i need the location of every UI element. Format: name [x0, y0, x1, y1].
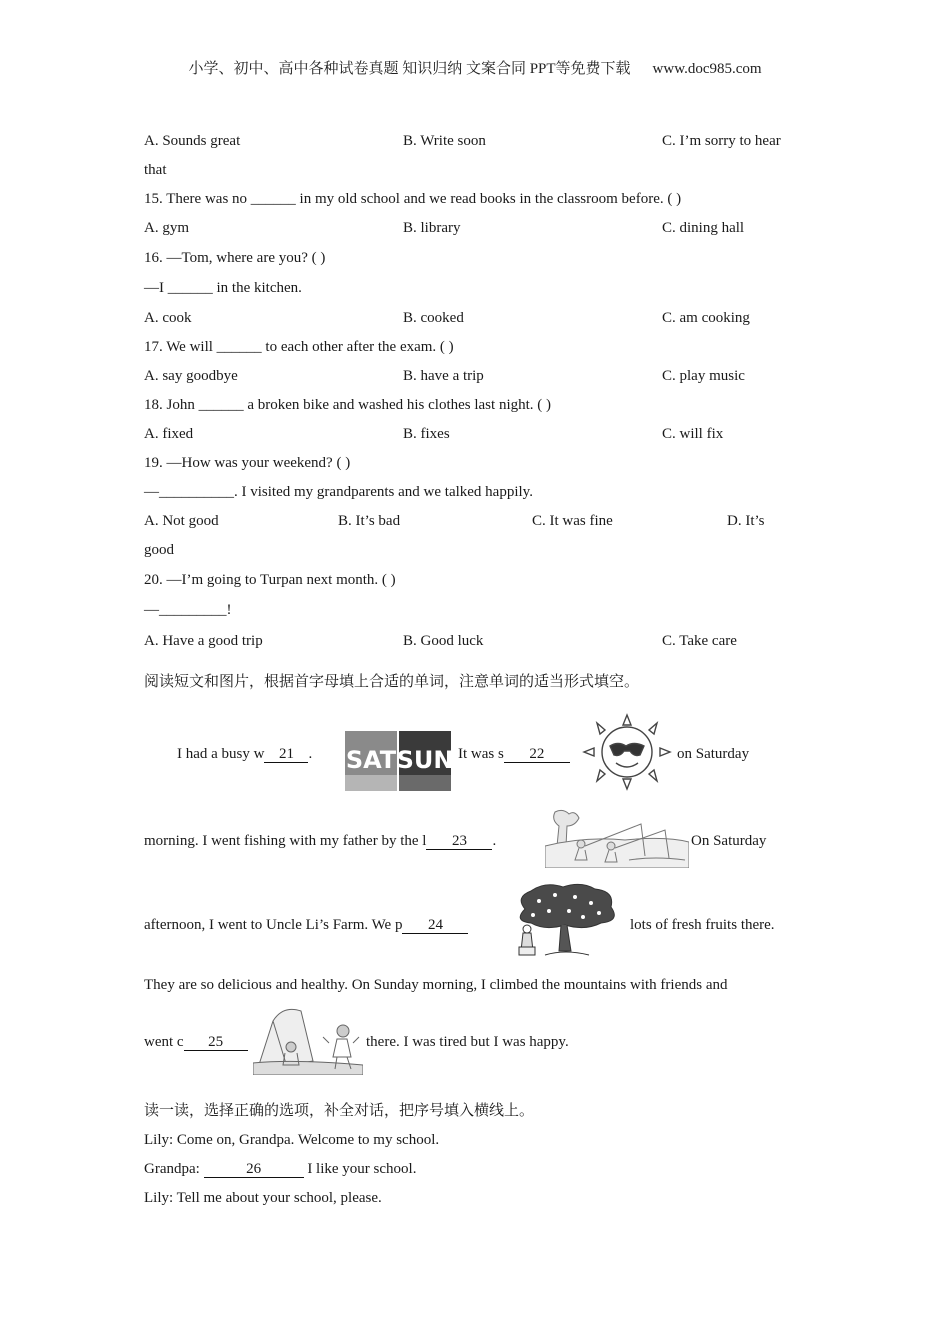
- q14-option-c: C. I’m sorry to hear: [662, 133, 781, 149]
- q20-option-c: C. Take care: [662, 633, 737, 649]
- dialog-line-2: [144, 1159, 416, 1179]
- reading-l1-end: on Saturday: [677, 746, 750, 762]
- q14-option-b: B. Write soon: [403, 133, 486, 149]
- q16-option-c: C. am cooking: [662, 310, 750, 326]
- header-text: 小学、初中、高中各种试卷真题 知识归纳 文案合同 PPT等免费下载: [188, 61, 631, 77]
- dialog-l2-speaker: Grandpa:: [144, 1161, 204, 1177]
- reading-line-1: [177, 744, 312, 764]
- q20-option-a: A. Have a good trip: [144, 633, 263, 649]
- reading-line-4: They are so delicious and healthy. On Sunday morning, I climbed the mountains with friends and: [144, 977, 728, 993]
- weekend-sat-sun-image: [345, 731, 451, 791]
- q18-stem: 18. John ______ a broken bike and washed his clothes last night. ( ): [144, 397, 552, 413]
- dialog-line-3: Lily: Tell me about your school, please.: [144, 1190, 382, 1206]
- q19-option-c: C. It was fine: [532, 513, 613, 529]
- reading-l2-end: On Saturday: [691, 833, 767, 849]
- q19-option-b: B. It’s bad: [338, 513, 401, 529]
- reading-l2-text: morning. I went fishing with my father by the l: [144, 833, 427, 849]
- q15-option-c: C. dining hall: [662, 220, 745, 236]
- fruit-tree-image: [505, 881, 625, 959]
- q20-option-b: B. Good luck: [403, 633, 484, 649]
- reading-line-1b: [458, 744, 570, 764]
- blank-21[interactable]: 21: [264, 746, 308, 763]
- q15-option-b: B. library: [403, 220, 461, 236]
- reading-l5-end: there. I was tired but I was happy.: [366, 1034, 569, 1050]
- sun-label: SUN: [396, 746, 451, 774]
- q17-option-a: A. say goodbye: [144, 368, 238, 384]
- blank-23[interactable]: 23: [426, 833, 492, 850]
- blank-24[interactable]: 24: [402, 917, 468, 934]
- q17-option-c: C. play music: [662, 368, 745, 384]
- q19-option-d: D. It’s: [727, 513, 765, 529]
- q19-option-a: A. Not good: [144, 513, 219, 529]
- reading-l1c-text: It was s: [458, 746, 504, 762]
- blank-26[interactable]: 26: [204, 1161, 304, 1178]
- q20-line2: —_________!: [144, 602, 232, 618]
- reading-l1-text: I had a busy w: [177, 746, 265, 762]
- q19-stem: 19. —How was your weekend? ( ): [144, 455, 351, 471]
- reading-line-5: [144, 1032, 248, 1052]
- reading-line-2: [144, 831, 496, 851]
- blank-22[interactable]: 22: [504, 746, 570, 763]
- q19-option-d-cont: good: [144, 542, 174, 558]
- sat-label: SAT: [345, 746, 397, 774]
- reading-l2-dot: .: [492, 833, 497, 849]
- reading-l1-dot: .: [308, 746, 313, 762]
- reading-l3-end: lots of fresh fruits there.: [630, 917, 775, 933]
- reading-line-3: [144, 915, 468, 935]
- q18-option-c: C. will fix: [662, 426, 724, 442]
- blank-25[interactable]: 25: [184, 1034, 248, 1051]
- dialog-l2-text: I like your school.: [303, 1161, 417, 1177]
- q14-option-a: A. Sounds great: [144, 133, 241, 149]
- dialog-line-1: Lily: Come on, Grandpa. Welcome to my school.: [144, 1132, 440, 1148]
- q15-option-a: A. gym: [144, 220, 189, 236]
- header-site: www.doc985.com: [652, 61, 762, 77]
- q16-stem: 16. —Tom, where are you? ( ): [144, 250, 326, 266]
- dialog-instruction: 读一读，选择正确的选项，补全对话，把序号填入横线上。: [144, 1103, 535, 1119]
- sunny-sun-image: [578, 711, 676, 793]
- reading-instruction: 阅读短文和图片，根据首字母填上合适的单词，注意单词的适当形式填空。: [144, 674, 640, 690]
- reading-l5-text: went c: [144, 1034, 184, 1050]
- q20-stem: 20. —I’m going to Turpan next month. ( ): [144, 572, 396, 588]
- q15-stem: 15. There was no ______ in my old school and we read books in the classroom before. ( ): [144, 191, 682, 207]
- q18-option-b: B. fixes: [403, 426, 450, 442]
- q16-line2: —I ______ in the kitchen.: [144, 280, 302, 296]
- q17-stem: 17. We will ______ to each other after the exam. ( ): [144, 339, 454, 355]
- q18-option-a: A. fixed: [144, 426, 194, 442]
- q17-option-b: B. have a trip: [403, 368, 484, 384]
- q19-line2: —__________. I visited my grandparents and we talked happily.: [144, 484, 533, 500]
- page-header: [0, 57, 950, 78]
- q16-option-b: B. cooked: [403, 310, 464, 326]
- q14-option-c-cont: that: [144, 162, 167, 178]
- q16-option-a: A. cook: [144, 310, 192, 326]
- reading-l3-text: afternoon, I went to Uncle Li’s Farm. We p: [144, 917, 403, 933]
- camping-tent-image: [253, 1001, 363, 1075]
- fishing-lake-image: [545, 806, 689, 868]
